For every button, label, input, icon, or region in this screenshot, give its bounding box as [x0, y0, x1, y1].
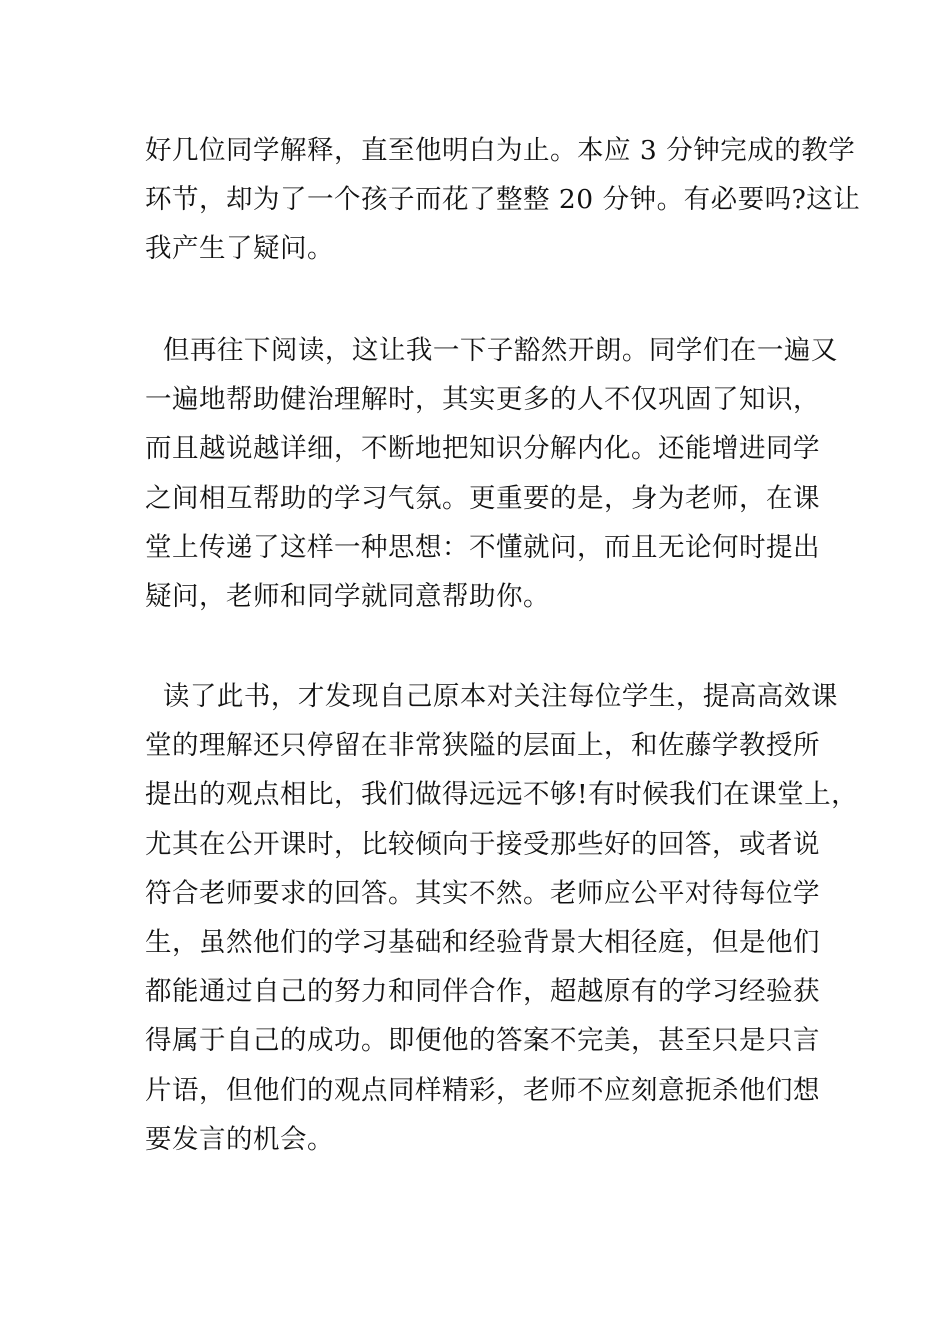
- text-line: 但再往下阅读，这让我一下子豁然开朗。同学们在一遍又: [145, 335, 838, 366]
- text-line: 都能通过自己的努力和同伴合作，超越原有的学习经验获: [145, 976, 820, 1008]
- text-line: 而且越说越详细，不断地把知识分解内化。还能增进同学: [145, 433, 820, 465]
- paragraph-3: [145, 672, 859, 1164]
- text-line: 我产生了疑问。: [145, 233, 334, 265]
- text-line: 尤其在公开课时，比较倾向于接受那些好的回答，或者说: [145, 828, 820, 860]
- text-line: 要发言的机会。: [145, 1123, 334, 1155]
- text-line: 得属于自己的成功。即便他的答案不完美，甚至只是只言: [145, 1025, 820, 1057]
- text-line: 疑问，老师和同学就同意帮助你。: [145, 581, 550, 613]
- text-line: 读了此书，才发现自己原本对关注每位学生，提高高效课: [145, 681, 838, 712]
- text-line: 好几位同学解释，直至他明白为止。本应 3 分钟完成的教学: [145, 135, 856, 166]
- text-line: 提出的观点相比，我们做得远远不够!有时候我们在课堂上，: [145, 779, 859, 811]
- text-line: 符合老师要求的回答。其实不然。老师应公平对待每位学: [145, 877, 820, 909]
- text-line: 一遍地帮助健治理解时，其实更多的人不仅巩固了知识，: [145, 384, 820, 416]
- text-line: 堂的理解还只停留在非常狭隘的层面上，和佐藤学教授所: [145, 730, 820, 762]
- text-line: 环节，却为了一个孩子而花了整整 20 分钟。有必要吗?这让: [145, 184, 861, 216]
- text-line: 生，虽然他们的学习基础和经验背景大相径庭，但是他们: [145, 927, 820, 959]
- text-line: 之间相互帮助的学习气氛。更重要的是，身为老师，在课: [145, 482, 820, 514]
- paragraph-1: [145, 126, 861, 274]
- text-line: 片语，但他们的观点同样精彩，老师不应刻意扼杀他们想: [145, 1074, 820, 1106]
- paragraph-2: [145, 326, 838, 621]
- text-line: 堂上传递了这样一种思想：不懂就问，而且无论何时提出: [145, 531, 820, 563]
